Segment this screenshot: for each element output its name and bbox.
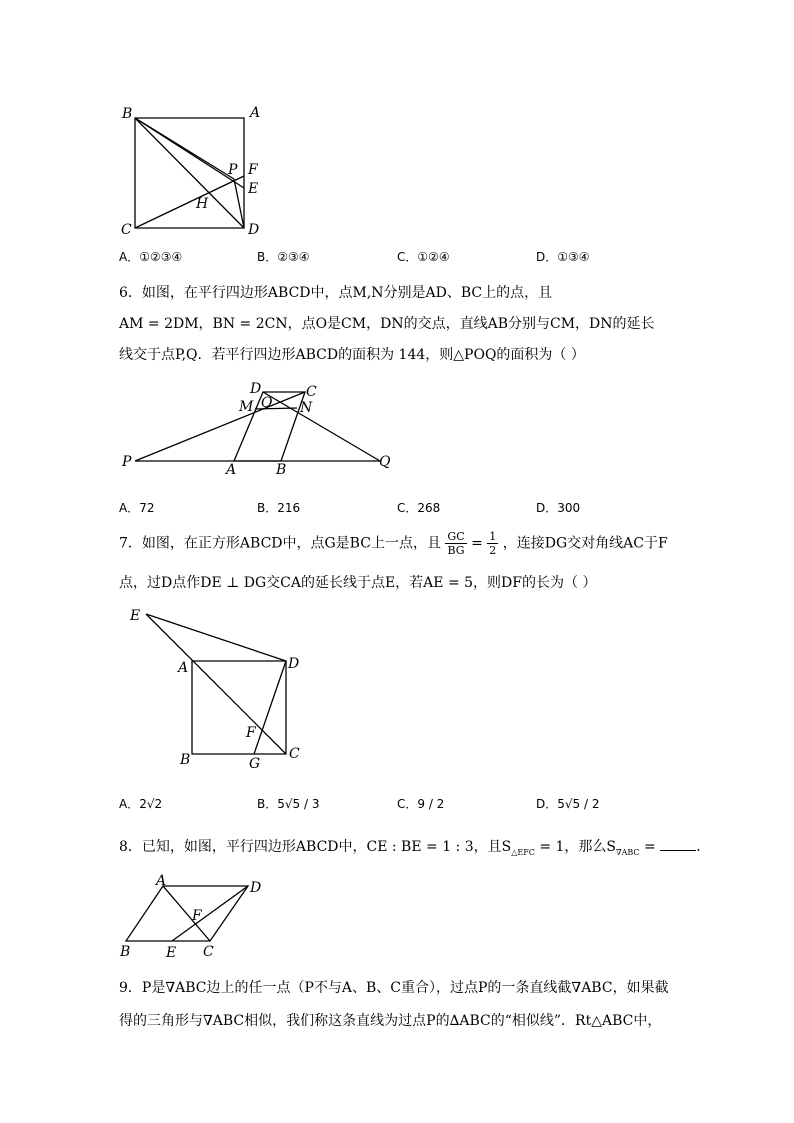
label-e: E: [166, 945, 177, 961]
q6-line-1: 6．如图，在平行四边形ABCD中，点M,N分别是AD、BC上的点，且: [119, 285, 553, 301]
q8-sub-efc: △EFC: [511, 847, 535, 857]
segment-ec: [146, 614, 286, 754]
segment-ed: [172, 886, 248, 941]
q5-option-b[interactable]: B．②③④: [257, 250, 310, 264]
q6-figure: [110, 378, 410, 478]
q7-frac-bg: BG: [447, 544, 465, 557]
q7-frac-gc-bg: [445, 530, 466, 557]
label-c: C: [121, 222, 132, 238]
label-p: P: [228, 162, 238, 178]
q8-text-d: ．: [696, 839, 711, 855]
q7-line-2: 点，过D点作DE ⊥ DG交CA的延长线于点E，若AE = 5，则DF的长为（ ）: [119, 575, 597, 591]
q5-option-a[interactable]: A．①②③④: [119, 250, 183, 264]
q8-text-c: =: [639, 839, 661, 855]
q5-option-c[interactable]: C．①②④: [397, 250, 450, 264]
label-a: A: [226, 462, 237, 478]
q6-line-3: 线交于点P,Q．若平行四边形ABCD的面积为 144，则△POQ的面积为（ ）: [119, 347, 585, 363]
q6-option-a[interactable]: A．72: [119, 501, 155, 515]
q8-figure: [110, 868, 280, 963]
q7-figure: [118, 600, 318, 775]
label-b: B: [122, 106, 133, 122]
q7-eq: =: [471, 535, 483, 552]
q8-sub-abc: ∇ABC: [616, 847, 640, 857]
label-h: H: [196, 196, 209, 212]
q5-figure: [110, 100, 280, 240]
segment-dg: [254, 661, 286, 754]
q5-option-d[interactable]: D．①③④: [536, 250, 590, 264]
label-d: D: [250, 880, 262, 896]
q7-line-1b: ，连接DG交对角线AC于F: [502, 535, 668, 552]
q8-answer-blank[interactable]: [660, 850, 696, 851]
q7-option-b[interactable]: B．5√5 / 3: [257, 797, 320, 811]
segment-cf: [135, 176, 244, 228]
label-n: N: [300, 400, 313, 416]
label-a: A: [156, 873, 167, 889]
label-b: B: [180, 752, 191, 768]
q9-line-2: 得的三角形与∇ABC相似，我们称这条直线为过点P的∆ABC的“相似线”．Rt△ABC中，: [119, 1013, 662, 1029]
label-f: F: [192, 908, 202, 924]
q7-option-d[interactable]: D．5√5 / 2: [536, 797, 600, 811]
q7-line-1a: 7．如图，在正方形ABCD中，点G是BC上一点，且: [119, 535, 441, 552]
label-c: C: [289, 746, 300, 762]
label-a: A: [178, 660, 189, 676]
q7-frac-half: [487, 530, 498, 557]
q8-text-b: = 1，那么S: [534, 839, 617, 855]
label-p: P: [122, 454, 132, 470]
segment-ed: [146, 614, 286, 661]
q8-text-a: 8．已知，如图，平行四边形ABCD中，CE : BE = 1 : 3，且S: [119, 839, 512, 855]
label-f: F: [248, 162, 258, 178]
label-b: B: [276, 462, 287, 478]
label-a: A: [250, 105, 261, 121]
q6-option-b[interactable]: B．216: [257, 501, 301, 515]
label-d: D: [250, 381, 262, 397]
q7-line-1: [119, 530, 668, 557]
q7-option-a[interactable]: A．2√2: [119, 797, 163, 811]
q6-line-2: AM = 2DM，BN = 2CN，点O是CM，DN的交点，直线AB分别与CM，DN的延长: [119, 316, 655, 332]
q6-option-c[interactable]: C．268: [397, 501, 441, 515]
q6-option-d[interactable]: D．300: [536, 501, 581, 515]
label-g: G: [249, 756, 261, 772]
segment-dq: [263, 392, 380, 461]
q7-frac-gc: GC: [447, 530, 465, 543]
q7-frac-2: 2: [489, 544, 497, 557]
segment-ac: [163, 886, 210, 941]
label-f: F: [246, 725, 256, 741]
label-c: C: [306, 384, 317, 400]
segment-bp: [135, 118, 234, 179]
label-m: M: [239, 399, 254, 415]
q7-option-c[interactable]: C．9 / 2: [397, 797, 445, 811]
label-c: C: [203, 944, 214, 960]
q8-line-1: [119, 836, 710, 857]
q7-frac-1: 1: [489, 530, 497, 543]
label-b: B: [120, 944, 131, 960]
label-o: O: [261, 395, 273, 411]
q9-line-1: 9．P是∇ABC边上的任一点（P不与A、B、C重合），过点P的一条直线截∇ABC，如果截: [119, 980, 669, 996]
label-d: D: [248, 222, 260, 238]
label-e: E: [130, 608, 141, 624]
label-q: Q: [379, 454, 391, 470]
label-e: E: [248, 181, 259, 197]
label-d: D: [288, 656, 300, 672]
